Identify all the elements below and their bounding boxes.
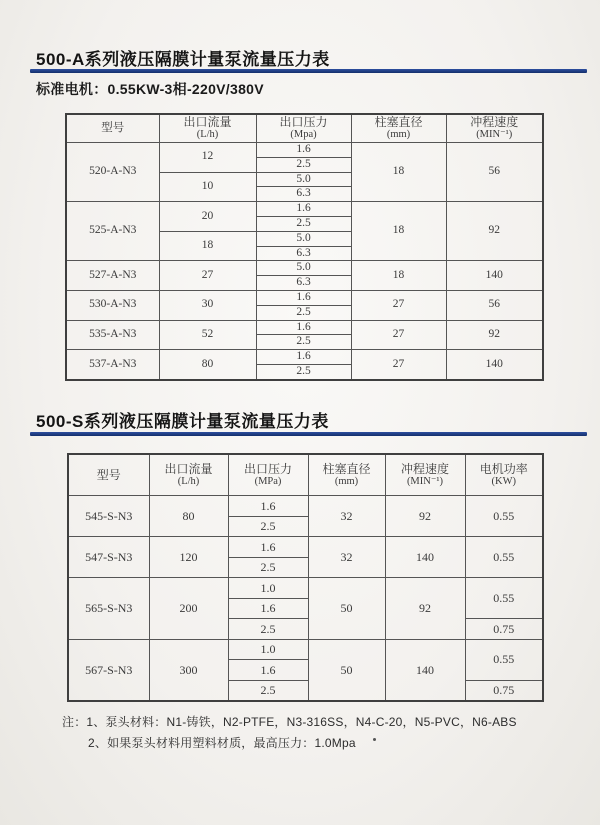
column-header: 出口流量 (L/h): [159, 114, 256, 142]
table-row: [66, 114, 543, 142]
cell: 2.5: [256, 335, 351, 350]
title-divider-a: [30, 69, 587, 73]
cell: 2.5: [228, 516, 308, 537]
cell: 565-S-N3: [68, 578, 149, 640]
cell: 2.5: [228, 619, 308, 640]
scan-artifact-dot: [373, 738, 376, 741]
cell: 27: [351, 290, 446, 320]
column-header: 出口压力 (Mpa): [256, 114, 351, 142]
cell: 0.75: [465, 680, 543, 701]
cell: 52: [159, 320, 256, 350]
cell: 0.55: [465, 537, 543, 578]
cell: 140: [446, 350, 543, 380]
cell: 1.0: [228, 639, 308, 660]
cell: 80: [159, 350, 256, 380]
table-row: [66, 350, 543, 365]
cell: 0.55: [465, 496, 543, 537]
cell: 18: [159, 231, 256, 261]
cell: 535-A-N3: [66, 320, 159, 350]
cell: 5.0: [256, 261, 351, 276]
cell: 0.55: [465, 639, 543, 680]
cell: 567-S-N3: [68, 639, 149, 701]
note-line-1: [62, 712, 517, 733]
cell: 27: [351, 350, 446, 380]
table-500a: [65, 113, 544, 381]
cell: 2.5: [256, 364, 351, 379]
cell: 2.5: [256, 216, 351, 231]
cell: 18: [351, 261, 446, 291]
table-row: [66, 290, 543, 305]
cell: 1.6: [228, 537, 308, 558]
table-row: [68, 578, 543, 599]
cell: 300: [149, 639, 228, 701]
note-text-2: 2、如果泵头材料用塑料材质，最高压力：1.0Mpa: [88, 736, 356, 750]
table-row: [66, 320, 543, 335]
note-label: 注：: [62, 715, 87, 729]
cell: 1.6: [228, 660, 308, 681]
table-row: [68, 454, 543, 496]
column-header: 冲程速度 (MIN⁻¹): [446, 114, 543, 142]
table-row: [66, 202, 543, 217]
cell: 2.5: [228, 557, 308, 578]
table-row: [66, 261, 543, 276]
cell: 56: [446, 290, 543, 320]
cell: 140: [385, 639, 465, 701]
cell: 537-A-N3: [66, 350, 159, 380]
cell: 20: [159, 202, 256, 232]
cell: 1.6: [228, 496, 308, 517]
cell: 12: [159, 142, 256, 172]
cell: 27: [159, 261, 256, 291]
cell: 520-A-N3: [66, 142, 159, 201]
page-title-500s: 500-S系列液压隔膜计量泵流量压力表: [36, 412, 329, 431]
column-header: 冲程速度 (MIN⁻¹): [385, 454, 465, 496]
notes-block: [62, 712, 517, 754]
cell: 92: [446, 320, 543, 350]
cell: 30: [159, 290, 256, 320]
column-header: 柱塞直径 (mm): [351, 114, 446, 142]
cell: 50: [308, 639, 385, 701]
cell: 1.6: [256, 350, 351, 365]
cell: 50: [308, 578, 385, 640]
table-row: [66, 142, 543, 157]
cell: 530-A-N3: [66, 290, 159, 320]
cell: 18: [351, 202, 446, 261]
cell: 200: [149, 578, 228, 640]
cell: 56: [446, 142, 543, 201]
column-header: 出口压力 (MPa): [228, 454, 308, 496]
cell: 547-S-N3: [68, 537, 149, 578]
table-row: [68, 537, 543, 558]
cell: 92: [385, 496, 465, 537]
cell: 27: [351, 320, 446, 350]
cell: 140: [446, 261, 543, 291]
cell: 6.3: [256, 246, 351, 261]
title-divider-s: [30, 432, 587, 436]
cell: 0.55: [465, 578, 543, 619]
cell: 6.3: [256, 187, 351, 202]
cell: 1.6: [256, 320, 351, 335]
cell: 92: [446, 202, 543, 261]
cell: 10: [159, 172, 256, 202]
cell: 32: [308, 496, 385, 537]
standard-motor-subtitle: 标准电机：0.55KW-3相-220V/380V: [36, 81, 264, 97]
page-title-500a: 500-A系列液压隔膜计量泵流量压力表: [36, 50, 330, 69]
cell: 545-S-N3: [68, 496, 149, 537]
note-line-2: [62, 733, 517, 754]
cell: 525-A-N3: [66, 202, 159, 261]
cell: 6.3: [256, 276, 351, 291]
cell: 1.6: [256, 202, 351, 217]
cell: 527-A-N3: [66, 261, 159, 291]
note-text-1: 1、泵头材料：N1-铸铁，N2-PTFE，N3-316SS，N4-C-20，N5-PVC，N6-ABS: [86, 715, 517, 729]
cell: 80: [149, 496, 228, 537]
column-header: 柱塞直径 (mm): [308, 454, 385, 496]
cell: 2.5: [256, 157, 351, 172]
cell: 120: [149, 537, 228, 578]
cell: 2.5: [228, 680, 308, 701]
cell: 5.0: [256, 172, 351, 187]
column-header: 型号: [68, 454, 149, 496]
table-row: [68, 496, 543, 517]
cell: 1.6: [228, 598, 308, 619]
cell: 0.75: [465, 619, 543, 640]
cell: 92: [385, 578, 465, 640]
table-500s: [67, 453, 544, 702]
cell: 1.6: [256, 142, 351, 157]
cell: 18: [351, 142, 446, 201]
cell: 140: [385, 537, 465, 578]
cell: 32: [308, 537, 385, 578]
column-header: 电机功率 (KW): [465, 454, 543, 496]
cell: 1.0: [228, 578, 308, 599]
cell: 1.6: [256, 290, 351, 305]
column-header: 出口流量 (L/h): [149, 454, 228, 496]
cell: 5.0: [256, 231, 351, 246]
table-row: [68, 639, 543, 660]
column-header: 型号: [66, 114, 159, 142]
cell: 2.5: [256, 305, 351, 320]
